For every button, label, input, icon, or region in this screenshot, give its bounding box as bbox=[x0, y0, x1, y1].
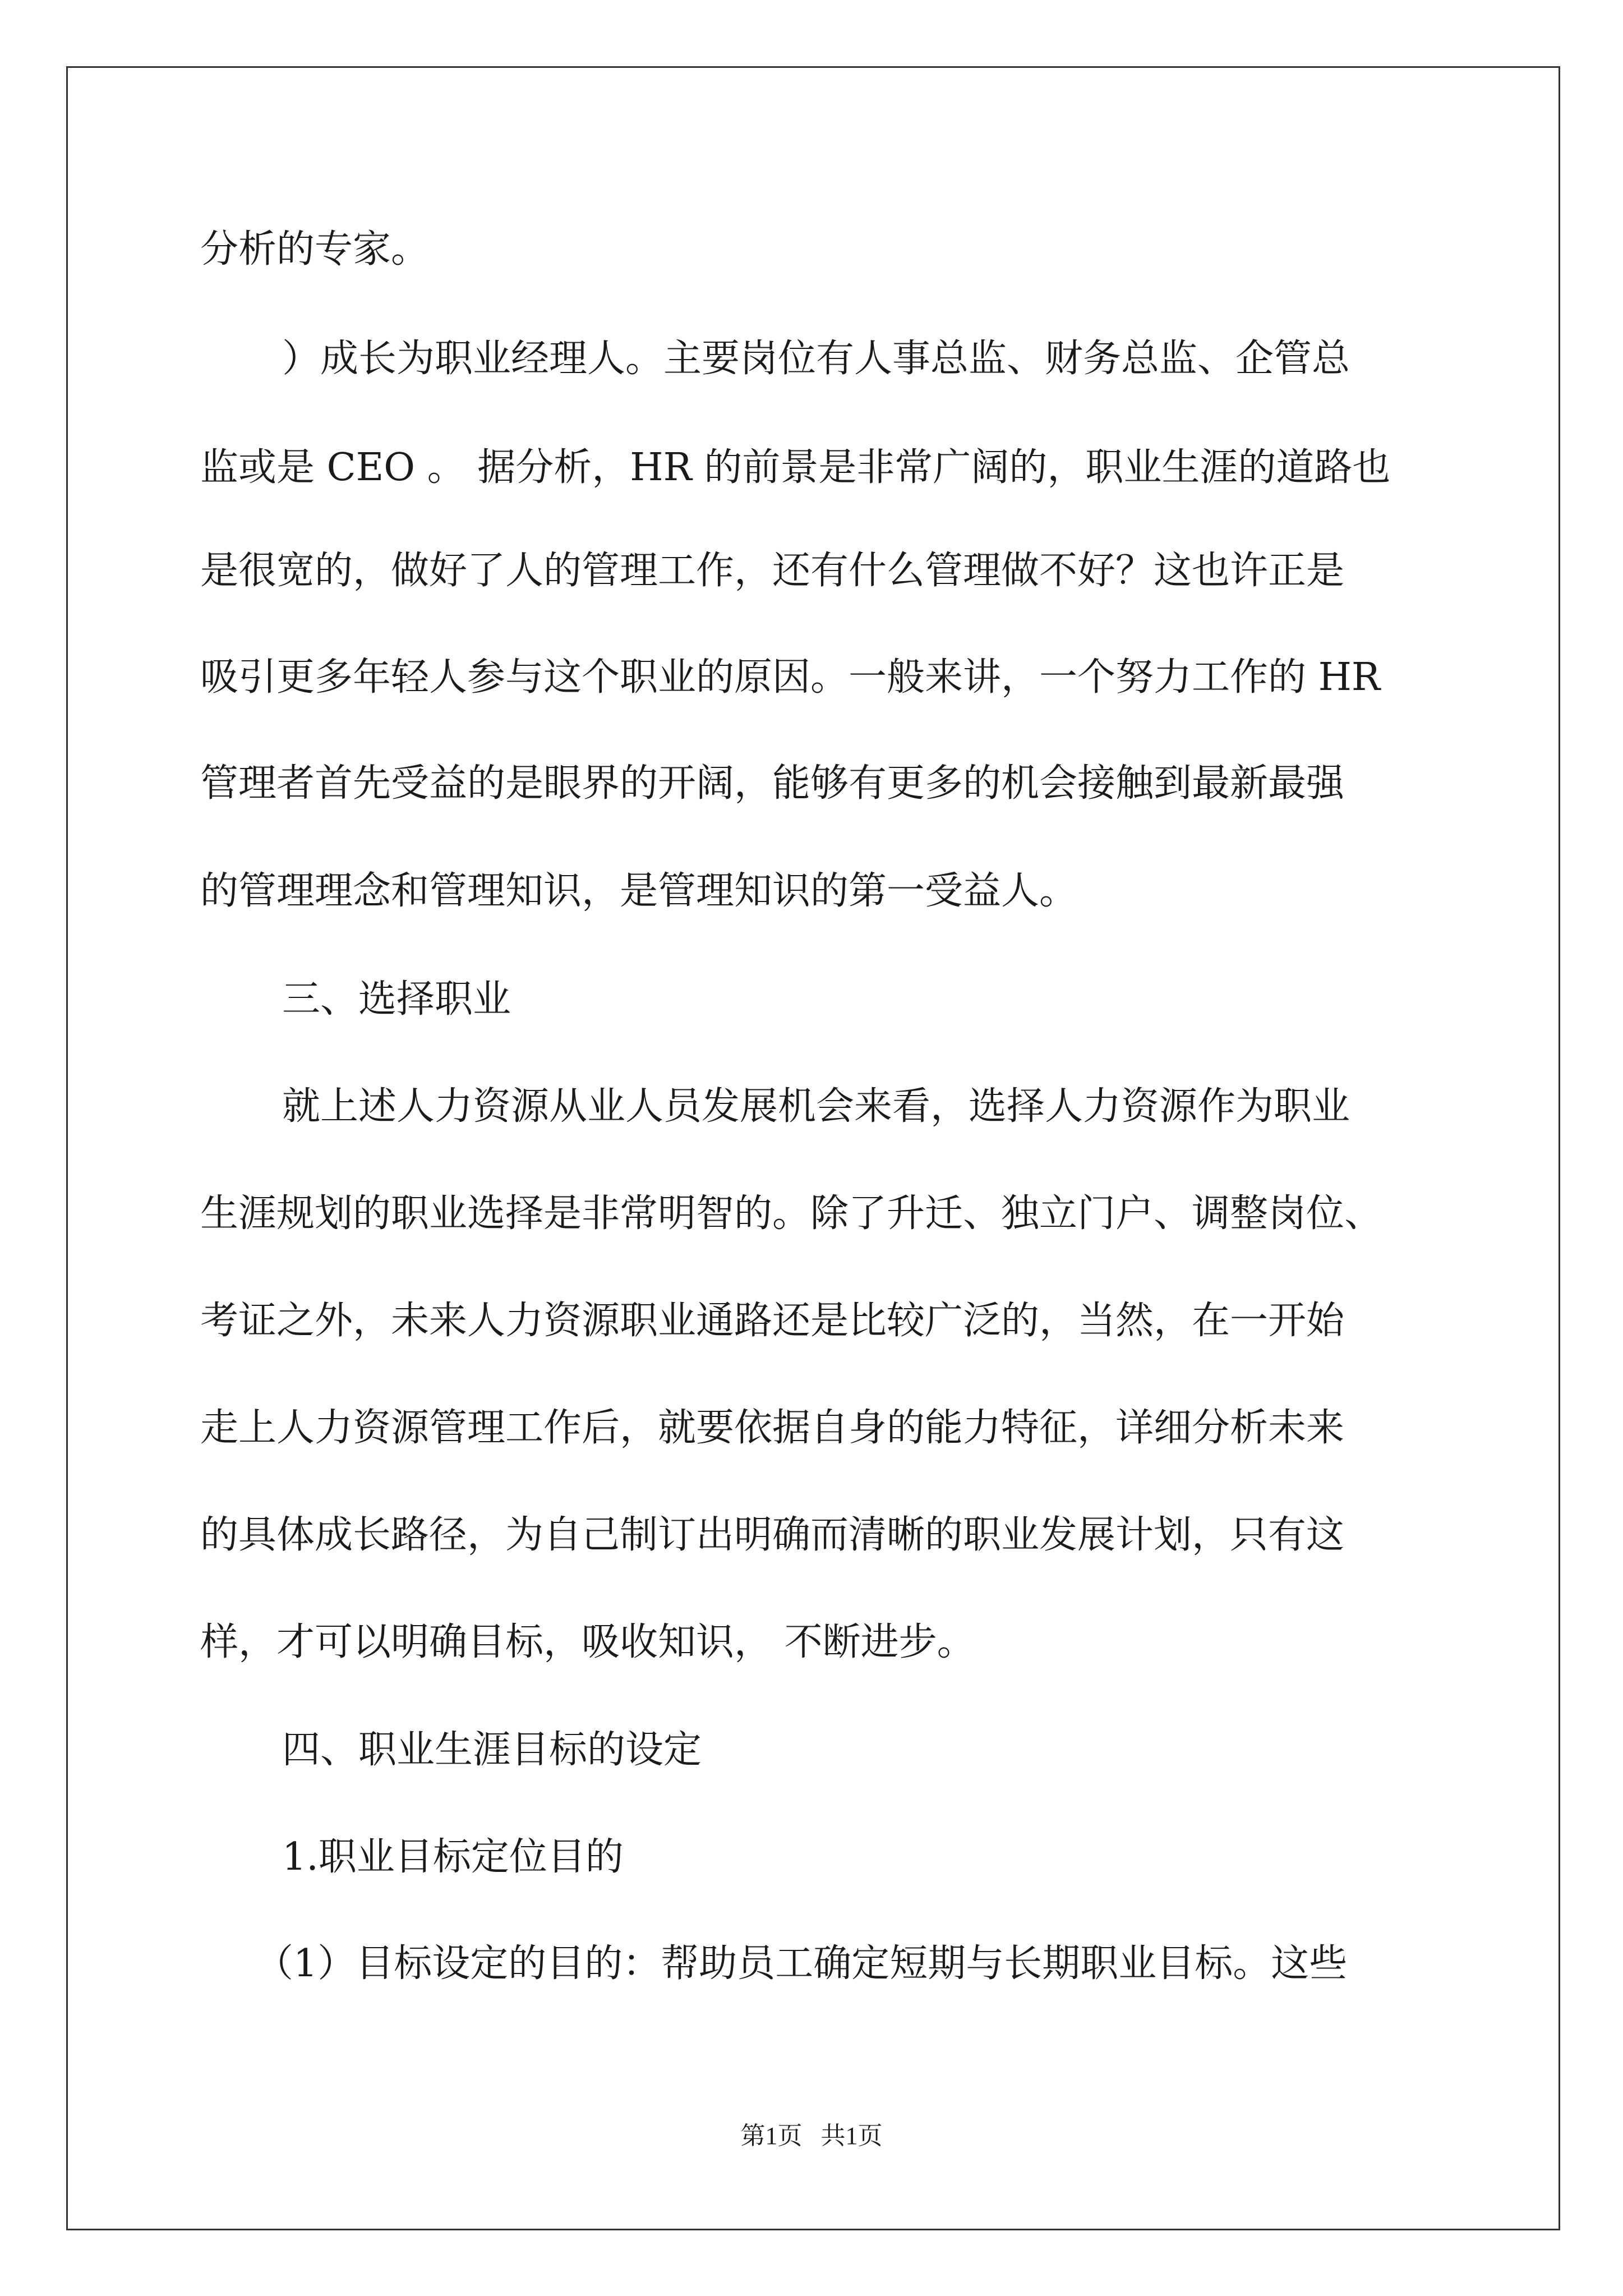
text-line: 监或是 CEO 。 据分析，HR 的前景是非常广阔的，职业生涯的道路也 bbox=[200, 445, 1391, 490]
text-line: （1）目标设定的目的：帮助员工确定短期与长期职业目标。这些 bbox=[255, 1941, 1348, 1986]
section-heading: 四、职业生涯目标的设定 bbox=[282, 1728, 702, 1772]
text-line: 生涯规划的职业选择是非常明智的。除了升迁、独立门户、调整岗位、 bbox=[200, 1191, 1383, 1236]
subsection-heading: 1.职业目标定位目的 bbox=[282, 1835, 624, 1879]
section-heading: 三、选择职业 bbox=[282, 977, 511, 1022]
text-line: 是很宽的，做好了人的管理工作，还有什么管理做不好？这也许正是 bbox=[200, 549, 1345, 593]
text-line: 的管理理念和管理知识，是管理知识的第一受益人。 bbox=[200, 869, 1078, 913]
text-line: 走上人力资源管理工作后，就要依据自身的能力特征，详细分析未来 bbox=[200, 1406, 1345, 1450]
text-line: 样，才可以明确目标，吸收知识， 不断进步。 bbox=[200, 1620, 975, 1664]
text-line: ）成长为职业经理人。主要岗位有人事总监、财务总监、企管总 bbox=[282, 337, 1350, 381]
page-border bbox=[66, 66, 1560, 2230]
text-line: 管理者首先受益的是眼界的开阔，能够有更多的机会接触到最新最强 bbox=[200, 761, 1345, 806]
text-line: 的具体成长路径，为自己制订出明确而清晰的职业发展计划，只有这 bbox=[200, 1513, 1345, 1557]
text-line: 就上述人力资源从业人员发展机会来看，选择人力资源作为职业 bbox=[282, 1084, 1350, 1129]
text-line: 吸引更多年轻人参与这个职业的原因。一般来讲，一个努力工作的 HR bbox=[200, 655, 1381, 700]
text-line: 分析的专家。 bbox=[200, 227, 430, 272]
text-line: 考证之外，未来人力资源职业通路还是比较广泛的，当然，在一开始 bbox=[200, 1299, 1345, 1343]
page-number-footer: 第1页 共1页 bbox=[740, 2122, 883, 2150]
